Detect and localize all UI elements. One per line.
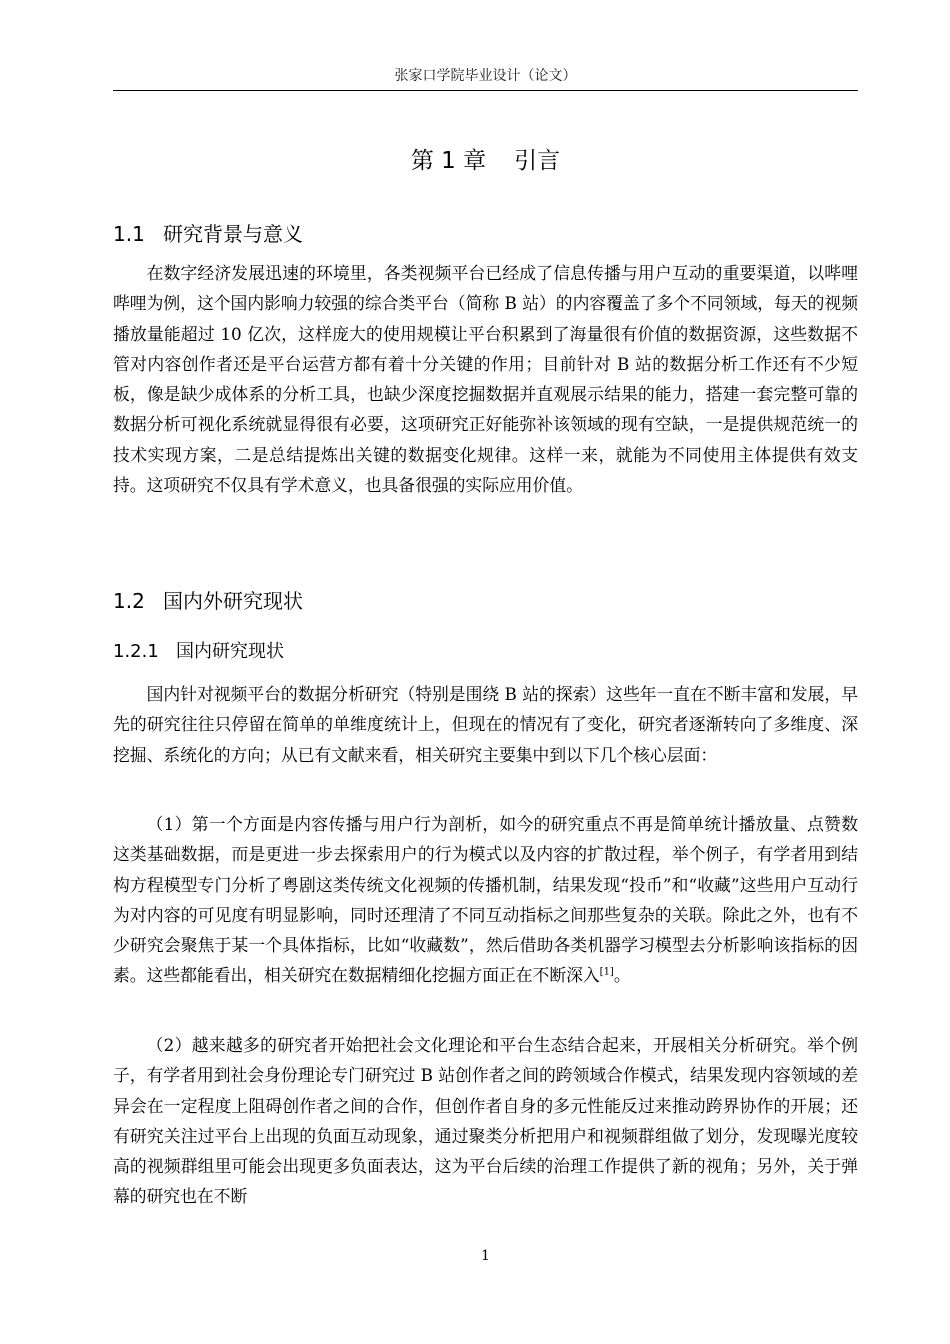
section-heading-1-2 <box>113 585 858 617</box>
page-number: 1 <box>481 1248 490 1264</box>
section-number: 1.2.1 <box>113 641 159 662</box>
chapter-title <box>113 143 858 179</box>
paragraph-point-1-end: 。 <box>613 965 631 986</box>
paragraph-background: 在数字经济发展迅速的环境里，各类视频平台已经成了信息传播与用户互动的重要渠道，以哔哩哔哩为例，这个国内影响力较强的综合类平台（简称 B 站）的内容覆盖了多个不同领域，每天的视频播放量能超过 10 亿次，这样庞大的使用规模让平台积累到了海量很有价值的数据资源，这些数据不管对内容创作者还是平台运营方都有着十分关键的作用；目前针对 B 站的数据分析工作还有不少短板，像是缺少成体系的分析工具，也缺少深度挖掘数据并直观展示结果的能力，搭建一套完整可靠的数据分析可视化系统就显得很有必要，这项研究正好能弥补该领域的现有空缺，一是提供规范统一的技术实现方案，二是总结提炼出关键的数据变化规律。这样一来，就能为不同使用主体提供有效支持。这项研究不仅具有学术意义，也具备很强的实际应用价值。 <box>113 263 858 496</box>
paragraph-point-2: （2）越来越多的研究者开始把社会文化理论和平台生态结合起来，开展相关分析研究。举个例子，有学者用到社会身份理论专门研究过 B 站创作者之间的跨领域合作模式，结果发现内容领域的差异会在一定程度上阻碍创作者之间的合作，但创作者自身的多元性能反过来推动跨界协作的开展；还有研究关注过平台上出现的负面互动现象，通过聚类分析把用户和视频群组做了划分，发现曝光度较高的视频群组里可能会出现更多负面表达，这为平台后续的治理工作提供了新的视角；另外，关于弹幕的研究也在不断 <box>113 1035 858 1207</box>
section-title: 研究背景与意义 <box>163 222 303 246</box>
paragraph-point-1-text: （1）第一个方面是内容传播与用户行为剖析，如今的研究重点不再是简单统计播放量、点赞数这类基础数据，而是更进一步去探索用户的行为模式以及内容的扩散过程，举个例子，有学者用到结构方程模型专门分析了粤剧这类传统文化视频的传播机制，结果发现“投币”和“收藏”这些用户互动行为对内容的可见度有明显影响，同时还理清了不同互动指标之间那些复杂的关联。除此之外，也有不少研究会聚焦于某一个具体指标，比如“收藏数”，然后借助各类机器学习模型去分析影响该指标的因素。这些都能看出，相关研究在数据精细化挖掘方面正在不断深入 <box>113 814 858 986</box>
citation-ref[interactable]: [1] <box>599 966 614 978</box>
section-title: 国内研究现状 <box>176 641 284 662</box>
header-title: 张家口学院毕业设计（论文） <box>394 68 577 84</box>
section-heading-1-2-1 <box>113 637 858 667</box>
paragraph-point-1 <box>113 809 858 991</box>
section-number: 1.1 <box>113 222 145 246</box>
paragraph-domestic-intro: 国内针对视频平台的数据分析研究（特别是围绕 B 站的探索）这些年一直在不断丰富和发展，早先的研究往往只停留在简单的单维度统计上，但现在的情况有了变化，研究者逐渐转向了多维度、深挖掘、系统化的方向；从已有文献来看，相关研究主要集中到以下几个核心层面： <box>113 684 858 765</box>
section-heading-1-1 <box>113 218 858 250</box>
section-title: 国内外研究现状 <box>163 589 303 613</box>
page-header <box>113 62 858 91</box>
chapter-number: 第 1 章 <box>410 148 487 174</box>
chapter-name: 引言 <box>514 148 561 174</box>
section-number: 1.2 <box>113 589 145 613</box>
